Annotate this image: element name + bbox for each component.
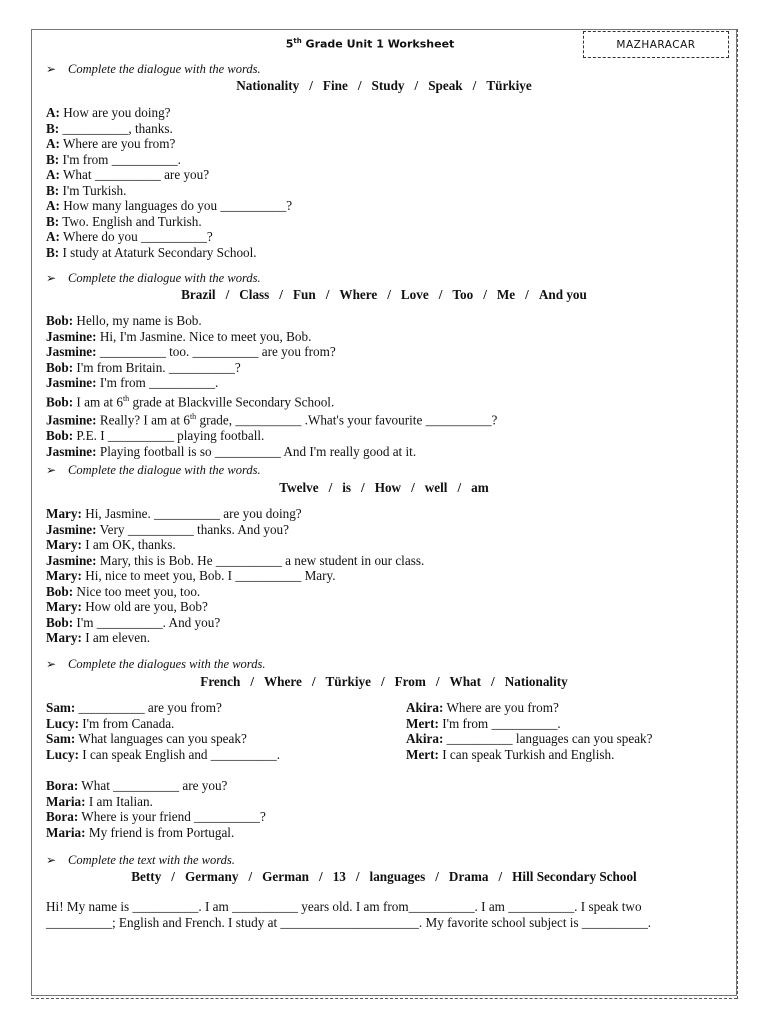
- speaker-label: Mary:: [46, 599, 82, 614]
- line-text: I'm from __________.: [99, 375, 219, 390]
- dialogue-line: [46, 360, 497, 376]
- dialogue-line: [46, 214, 292, 230]
- line-text: My friend is from Portugal.: [88, 824, 235, 840]
- word-bank-item: Me: [496, 287, 516, 302]
- arrow-bullet-icon: ➢: [46, 853, 57, 867]
- word-bank-item: languages: [369, 869, 426, 884]
- dialogue-line: [46, 167, 292, 183]
- line-text: Really? I am at 6: [99, 412, 190, 428]
- line-text: I am at 6: [76, 393, 123, 409]
- line-text: Nice too meet you, too.: [76, 583, 201, 599]
- speaker-label: Lucy:: [46, 715, 79, 731]
- dialogue-line: [406, 731, 653, 747]
- line-text: Playing football is so __________ And I'm really good at it.: [99, 443, 417, 459]
- line-text: I am Italian.: [88, 793, 153, 809]
- dialogue-line: [46, 731, 280, 747]
- speaker-label: A:: [46, 167, 60, 182]
- word-bank-item: Nationality: [236, 78, 300, 93]
- speaker-label: Mary:: [46, 568, 82, 583]
- line-text-continued: grade, __________ .What's your favourite __________?: [196, 412, 498, 428]
- word-bank-item: And you: [538, 287, 587, 302]
- line-text: I'm from __________.: [62, 151, 181, 167]
- word-separator: /: [357, 78, 362, 93]
- word-separator: /: [325, 287, 330, 302]
- line-text: Two. English and Turkish.: [62, 213, 202, 229]
- word-separator: /: [380, 674, 385, 689]
- word-bank-item: Love: [400, 287, 429, 302]
- line-text: __________ too. __________ are you from?: [99, 344, 336, 359]
- word-bank-item: Türkiye: [486, 78, 532, 93]
- dialogue-line: [46, 700, 280, 716]
- speaker-label: Jasmine:: [46, 328, 97, 344]
- word-bank-item: Betty: [131, 869, 162, 884]
- section-1-instruction: ➢ Complete the dialogue with the words.: [46, 62, 261, 76]
- line-text: __________ languages can you speak?: [446, 731, 653, 746]
- dialogue-line: [46, 568, 424, 584]
- word-bank-item: Speak: [428, 78, 463, 93]
- speaker-label: Mert:: [406, 715, 439, 731]
- speaker-label: A:: [46, 136, 60, 151]
- speaker-label: Jasmine:: [46, 552, 97, 568]
- speaker-label: Mary:: [46, 506, 82, 521]
- author-badge: MAZHARACAR: [583, 31, 729, 58]
- word-bank-item: Türkiye: [325, 674, 371, 689]
- speaker-label: Sam:: [46, 700, 76, 715]
- speaker-label: Jasmine:: [46, 344, 97, 359]
- line-text: Where do you __________?: [62, 229, 213, 244]
- word-separator: /: [411, 480, 415, 495]
- line-text: Where is your friend __________?: [81, 809, 266, 824]
- word-separator: /: [472, 78, 477, 93]
- speaker-label: Jasmine:: [46, 443, 97, 459]
- section-4-dialogue-right: [406, 700, 653, 762]
- arrow-bullet-icon: ➢: [46, 62, 57, 76]
- line-text: Hi, Jasmine. __________ are you doing?: [85, 506, 302, 521]
- line-text: I can speak Turkish and English.: [442, 746, 615, 762]
- dialogue-line: [46, 198, 292, 214]
- speaker-label: B:: [46, 120, 60, 136]
- dialogue-line: [46, 825, 266, 841]
- line-text: I can speak English and __________.: [82, 746, 281, 762]
- dialogue-line: [46, 553, 424, 569]
- dialogue-line: [46, 121, 292, 137]
- word-separator: /: [435, 869, 439, 884]
- line-text: __________ are you from?: [78, 700, 222, 715]
- speaker-label: Jasmine:: [46, 412, 97, 428]
- word-bank-item: Drama: [448, 869, 489, 884]
- speaker-label: Bob:: [46, 393, 74, 409]
- speaker-label: B:: [46, 213, 60, 229]
- word-bank-item: Where: [263, 674, 302, 689]
- section-1-word-bank: [31, 78, 737, 94]
- dialogue-line: [46, 747, 280, 763]
- page-border-bottom: [31, 998, 737, 999]
- word-separator: /: [171, 869, 175, 884]
- speaker-label: Bob:: [46, 614, 74, 630]
- word-separator: /: [414, 78, 419, 93]
- word-separator: /: [225, 287, 230, 302]
- section-4-dialogue-left: [46, 700, 280, 762]
- section-3-instruction: ➢ Complete the dialogue with the words.: [46, 463, 261, 477]
- word-bank-item: am: [471, 480, 489, 495]
- line-text: Very __________ thanks. And you?: [99, 521, 289, 537]
- dialogue-line: [46, 599, 424, 615]
- worksheet-title: 5th Grade Unit 1 Worksheet: [285, 37, 455, 51]
- dialogue-line: [46, 522, 424, 538]
- dialogue-line: [46, 615, 424, 631]
- dialogue-line: [46, 313, 497, 329]
- arrow-bullet-icon: ➢: [46, 271, 57, 285]
- word-bank-item: Nationality: [504, 674, 568, 689]
- section-3-word-bank: [31, 480, 737, 496]
- dialogue-line: [46, 136, 292, 152]
- word-bank-item: Study: [371, 78, 405, 93]
- word-bank-item: is: [342, 480, 352, 495]
- word-bank-item: Fine: [322, 78, 348, 93]
- line-text: Mary, this is Bob. He __________ a new student in our class.: [99, 552, 425, 568]
- speaker-label: Bob:: [46, 313, 74, 328]
- speaker-label: Sam:: [46, 731, 76, 746]
- speaker-label: B:: [46, 182, 60, 198]
- dialogue-line: [46, 444, 497, 460]
- word-bank-item: well: [424, 480, 448, 495]
- word-bank-item: Fun: [292, 287, 316, 302]
- speaker-label: A:: [46, 105, 60, 120]
- dialogue-line: [46, 794, 266, 810]
- dialogue-line: [46, 229, 292, 245]
- speaker-label: Bob:: [46, 428, 74, 444]
- speaker-label: Mert:: [406, 746, 439, 762]
- word-bank-item: Germany: [184, 869, 239, 884]
- word-bank-item: 13: [332, 869, 346, 884]
- section-4-instruction: ➢ Complete the dialogues with the words.: [46, 657, 266, 671]
- speaker-label: Maria:: [46, 793, 86, 809]
- word-separator: /: [311, 674, 316, 689]
- line-text: Hi, nice to meet you, Bob. I __________ Mary.: [85, 568, 336, 583]
- word-bank-item: Hill Secondary School: [512, 869, 637, 884]
- line-text: I am eleven.: [85, 630, 150, 645]
- word-bank-item: German: [262, 869, 310, 884]
- line-text: I'm __________. And you?: [76, 614, 221, 630]
- word-bank-item: Too: [452, 287, 474, 302]
- line-text: I'm from __________.: [442, 715, 561, 731]
- speaker-label: B:: [46, 244, 60, 260]
- word-bank-item: What: [449, 674, 482, 689]
- speaker-label: Lucy:: [46, 746, 79, 762]
- speaker-label: A:: [46, 198, 60, 213]
- dialogue-line: [46, 630, 424, 646]
- speaker-label: B:: [46, 151, 60, 167]
- word-bank-item: Class: [239, 287, 270, 302]
- line-text: How many languages do you __________?: [63, 198, 293, 213]
- word-separator: /: [309, 78, 313, 93]
- word-separator: /: [248, 869, 253, 884]
- line-text: I'm from Britain. __________?: [76, 359, 241, 375]
- speaker-label: Bora:: [46, 778, 79, 793]
- word-separator: /: [328, 480, 333, 495]
- page-border-right: [737, 29, 738, 999]
- word-separator: /: [483, 287, 487, 302]
- word-bank-item: French: [200, 674, 241, 689]
- dialogue-line: [406, 700, 653, 716]
- dialogue-line: [46, 584, 424, 600]
- line-text: Where are you from?: [446, 700, 559, 715]
- line-text: How old are you, Bob?: [85, 599, 208, 614]
- dialogue-line: [46, 152, 292, 168]
- word-separator: /: [438, 287, 443, 302]
- word-separator: /: [435, 674, 440, 689]
- dialogue-line: [46, 375, 497, 391]
- arrow-bullet-icon: ➢: [46, 657, 57, 671]
- line-text: What __________ are you?: [81, 778, 228, 793]
- speaker-label: Bob:: [46, 359, 74, 375]
- dialogue-line: [406, 747, 653, 763]
- line-text: What languages can you speak?: [78, 731, 247, 746]
- ordinal-suffix: th: [122, 393, 130, 403]
- line-text: I'm Turkish.: [62, 182, 127, 198]
- word-separator: /: [250, 674, 254, 689]
- section-4-dialogue-bottom: [46, 778, 266, 840]
- line-text: How are you doing?: [63, 105, 171, 120]
- line-text: What __________ are you?: [62, 167, 210, 182]
- word-bank-item: Brazil: [181, 287, 216, 302]
- word-separator: /: [491, 674, 495, 689]
- section-5-word-bank: [31, 869, 737, 885]
- dialogue-line: [46, 506, 424, 522]
- word-bank-item: Where: [339, 287, 378, 302]
- section-2-instruction: ➢ Complete the dialogue with the words.: [46, 271, 261, 285]
- line-text: __________, thanks.: [62, 120, 173, 136]
- word-separator: /: [279, 287, 283, 302]
- dialogue-line: [46, 183, 292, 199]
- dialogue-line: [46, 428, 497, 444]
- dialogue-line: [46, 409, 497, 428]
- word-separator: /: [498, 869, 503, 884]
- section-1-dialogue: [46, 105, 292, 260]
- line-text: I study at Ataturk Secondary School.: [62, 244, 257, 260]
- section-2-word-bank: [31, 287, 737, 303]
- speaker-label: A:: [46, 229, 60, 244]
- word-separator: /: [525, 287, 529, 302]
- dialogue-line: [46, 329, 497, 345]
- speaker-label: Bob:: [46, 583, 74, 599]
- dialogue-line: [46, 391, 497, 410]
- line-text: I am OK, thanks.: [85, 537, 176, 552]
- word-bank-item: From: [394, 674, 426, 689]
- section-5-instruction: ➢ Complete the text with the words.: [46, 853, 235, 867]
- section-4-word-bank: [31, 674, 737, 690]
- line-text: Hello, my name is Bob.: [76, 313, 202, 328]
- ordinal-suffix: th: [189, 412, 197, 422]
- speaker-label: Akira:: [406, 731, 444, 746]
- speaker-label: Akira:: [406, 700, 444, 715]
- speaker-label: Bora:: [46, 809, 79, 824]
- speaker-label: Jasmine:: [46, 521, 97, 537]
- line-text: P.E. I __________ playing football.: [76, 428, 265, 444]
- word-bank-item: Twelve: [279, 480, 319, 495]
- word-bank-item: How: [374, 480, 402, 495]
- section-5-paragraph: Hi! My name is __________. I am __________ years old. I am from__________. I am __________. I speak two __________; English and French. I study at _____________________. My favorite school subject is __________.: [46, 899, 652, 930]
- speaker-label: Mary:: [46, 537, 82, 552]
- line-text-continued: grade at Blackville Secondary School.: [129, 393, 335, 409]
- section-3-dialogue: [46, 506, 424, 646]
- dialogue-line: [46, 105, 292, 121]
- dialogue-line: [406, 716, 653, 732]
- line-text: Hi, I'm Jasmine. Nice to meet you, Bob.: [99, 328, 312, 344]
- line-text: I'm from Canada.: [82, 715, 175, 731]
- arrow-bullet-icon: ➢: [46, 463, 57, 477]
- speaker-label: Maria:: [46, 824, 86, 840]
- dialogue-line: [46, 809, 266, 825]
- dialogue-line: [46, 245, 292, 261]
- word-separator: /: [457, 480, 462, 495]
- word-separator: /: [387, 287, 391, 302]
- section-2-dialogue: [46, 313, 497, 459]
- speaker-label: Mary:: [46, 630, 82, 645]
- dialogue-line: [46, 344, 497, 360]
- dialogue-line: [46, 778, 266, 794]
- word-separator: /: [319, 869, 323, 884]
- speaker-label: Jasmine:: [46, 375, 97, 390]
- dialogue-line: [46, 716, 280, 732]
- word-separator: /: [361, 480, 365, 495]
- dialogue-line: [46, 537, 424, 553]
- line-text: Where are you from?: [62, 136, 176, 151]
- word-separator: /: [355, 869, 360, 884]
